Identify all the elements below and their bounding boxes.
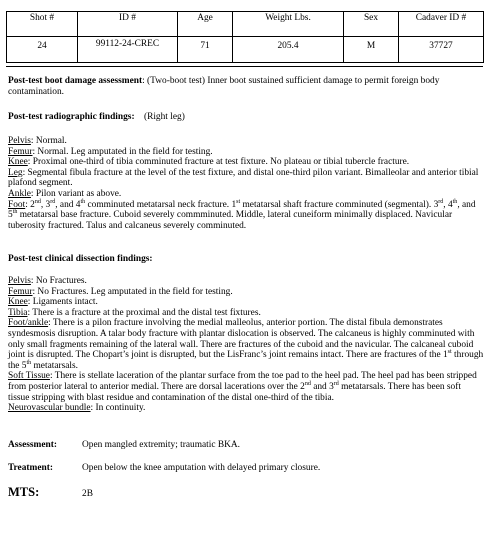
boot-damage-text: : (Two-boot test) Inner boot sustained sufficient damage to permit foreign body contamination.: [8, 76, 440, 97]
finding-label: Femur: [8, 146, 33, 157]
boot-damage-label: Post-test boot damage assessment: [8, 76, 143, 86]
table-cell: M: [344, 37, 399, 63]
clinical-heading: [8, 254, 484, 265]
table-cell: 99112-24-CREC: [78, 37, 178, 63]
finding-line: [8, 136, 484, 147]
divider: [6, 66, 483, 67]
radiographic-heading: Post-test radiographic findings: (Right leg): [8, 112, 185, 122]
finding-text: : Normal. Leg amputated in the field for testing.: [32, 146, 213, 157]
finding-label: Neurovascular bundle: [8, 403, 91, 414]
table-header: Shot #: [7, 12, 78, 37]
finding-label: Femur: [8, 286, 33, 297]
finding-line: [8, 147, 484, 158]
clinical-heading-label: Post-test clinical dissection findings:: [8, 254, 153, 264]
finding-line: [8, 308, 484, 319]
treatment-label: Treatment:: [8, 463, 53, 473]
mts-value: 2B: [82, 489, 93, 499]
radiographic-heading-label: Post-test radiographic findings: [8, 112, 132, 122]
finding-label: Pelvis: [8, 136, 31, 146]
table-cell: 205.4: [233, 37, 344, 63]
finding-label: Leg: [8, 167, 23, 178]
shot-table: [6, 11, 484, 63]
finding-label: Foot/ankle: [8, 318, 49, 329]
finding-label: Tibia: [8, 307, 28, 318]
finding-label: Soft Tissue: [8, 371, 50, 382]
finding-text: : Pilon variant as above.: [30, 188, 122, 199]
table-cell: 71: [178, 37, 233, 63]
table-header: Age: [178, 12, 233, 37]
finding-line: [8, 403, 484, 414]
finding-line: [8, 168, 484, 189]
table-cell: 37727: [399, 37, 484, 63]
table-cell: 24: [7, 37, 78, 63]
finding-text: : Normal.: [30, 136, 67, 146]
assessment-label: Assessment:: [8, 440, 57, 450]
finding-line: Foot: 2nd, 3rd, and 4th comminuted metatarsal neck fracture. 1st metatarsal shaft fracture comminuted (segmental). 3rd, 4th, and 5th metatarsal base fracture. Cuboid severely commminuted. Middle, lateral cuneiform minimally displaced. Navicular tuberosity fractured. Talus and calcaneus severely comminuted.: [8, 198, 476, 231]
table-header: ID #: [78, 12, 178, 37]
radiographic-side: (Right leg): [143, 112, 185, 122]
finding-line: [8, 297, 484, 308]
finding-label: Knee: [8, 297, 28, 308]
finding-label: Knee: [8, 157, 28, 168]
table-header: Cadaver ID #: [399, 12, 484, 37]
finding-label: Foot: [8, 199, 26, 210]
finding-text: : There is a fracture at the proximal and the distal test fixtures.: [27, 307, 261, 318]
clinical-findings: [8, 276, 484, 414]
radiographic-findings: [8, 136, 484, 231]
finding-line: Foot/ankle: There is a pilon fracture involving the medial malleolus, anterior portion. The distal fibula demonstrates syndesmosis disruption. A talar body fracture with plantar dislocation is observed. The calcaneus is highly comminuted with only small fragments remaining of the lateral wall. There are fractures of the cuboid and the navicular. The calcaneal cuboid joint is disrupted. The Chopart’s joint is disrupted, but the LisFranc’s joint remains intact. There are fractures of the 1st through the 5th metatarsals.: [8, 318, 484, 371]
finding-text: : Ligaments intact.: [27, 297, 98, 308]
table-header-row: [7, 12, 484, 37]
table-header: Sex: [344, 12, 399, 37]
finding-text: : Segmental fibula fracture at the level of the test fixture, and distal one-third pilon variant. Bimalleolar and anterior tibial plafond segment.: [8, 167, 479, 189]
table-row: [7, 37, 484, 63]
finding-label: Pelvis: [8, 276, 31, 286]
finding-line: Soft Tissue: There is stellate laceration of the plantar surface from the toe pad to the heel pad. The heel pad has been stripped from posterior lateral to anterior medial. There are dorsal lacerations over the 2nd and 3rd metatarsals. There has been soft tissue stripping with blast residue and contamination of the distal one-third of the tibia.: [8, 371, 477, 403]
assessment-value: Open mangled extremity; traumatic BKA.: [82, 440, 241, 450]
table-header: Weight Lbs.: [233, 12, 344, 37]
finding-text: : In continuity.: [90, 403, 146, 414]
finding-text: : Proximal one-third of tibia comminuted fracture at test fixture. No plateau or tibial tubercle fracture.: [27, 157, 410, 168]
finding-text: : No Fractures. Leg amputated in the field for testing.: [32, 286, 233, 297]
finding-line: [8, 287, 484, 298]
finding-label: Ankle: [8, 188, 31, 199]
boot-damage-section: [8, 76, 484, 97]
finding-line: [8, 276, 484, 287]
finding-line: [8, 157, 484, 168]
mts-label: MTS:: [8, 485, 40, 499]
treatment-value: Open below the knee amputation with delayed primary closure.: [82, 463, 321, 473]
finding-text: : No Fractures.: [30, 276, 87, 286]
